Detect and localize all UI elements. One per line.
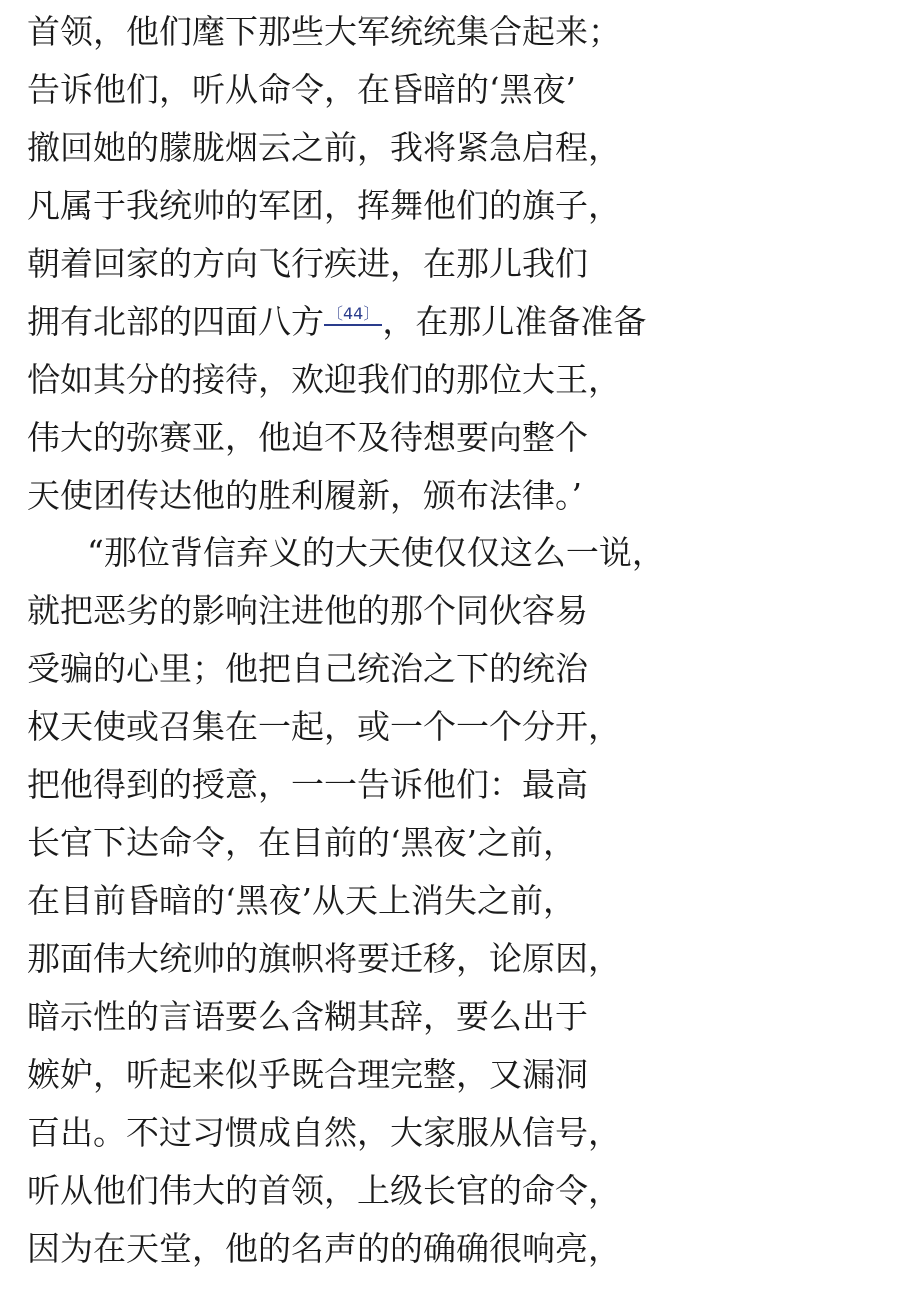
text-line: 嫉妒，听起来似乎既合理完整，又漏洞 [27,1055,588,1094]
text-line: 朝着回家的方向飞行疾进，在那儿我们 [27,244,588,283]
text-segment: ，在那儿准备准备 [382,302,647,341]
text-line: 受骗的心里；他把自己统治之下的统治 [27,649,588,688]
text-segment: 拥有北部的四面八方 [27,302,324,341]
text-line: 把他得到的授意，一一告诉他们：最高 [27,765,588,804]
text-line-with-footnote [27,302,646,342]
text-line: 在目前昏暗的‘黑夜’从天上消失之前， [27,881,576,920]
text-line: 长官下达命令，在目前的‘黑夜’之前， [27,823,576,862]
text-line: 首领，他们麾下那些大军统统集合起来； [27,12,621,51]
text-line: 告诉他们，听从命令，在昏暗的‘黑夜’ [27,70,576,109]
text-line: 凡属于我统帅的军团，挥舞他们的旗子， [27,186,621,225]
text-line: 天使团传达他的胜利履新，颁布法律。’ [27,476,582,515]
text-line: 恰如其分的接待，欢迎我们的那位大王， [27,360,621,399]
text-line: 那面伟大统帅的旗帜将要迁移，论原因， [27,939,621,978]
text-line: 因为在天堂，他的名声的的确确很响亮， [27,1229,621,1268]
text-line: 百出。不过习惯成自然，大家服从信号， [27,1113,621,1152]
paragraph-first-line: “那位背信弃义的大天使仅仅这么一说， [87,533,665,572]
text-line: 权天使或召集在一起，或一个一个分开， [27,707,621,746]
text-line: 暗示性的言语要么含糊其辞，要么出于 [27,997,588,1036]
text-line: 撤回她的朦胧烟云之前，我将紧急启程， [27,128,621,167]
text-line: 就把恶劣的影响注进他的那个同伙容易 [27,591,588,630]
text-line: 听从他们伟大的首领，上级长官的命令， [27,1171,621,1210]
text-line: 伟大的弥赛亚，他迫不及待想要向整个 [27,418,588,457]
footnote-link[interactable]: 〔44〕 [324,306,382,326]
